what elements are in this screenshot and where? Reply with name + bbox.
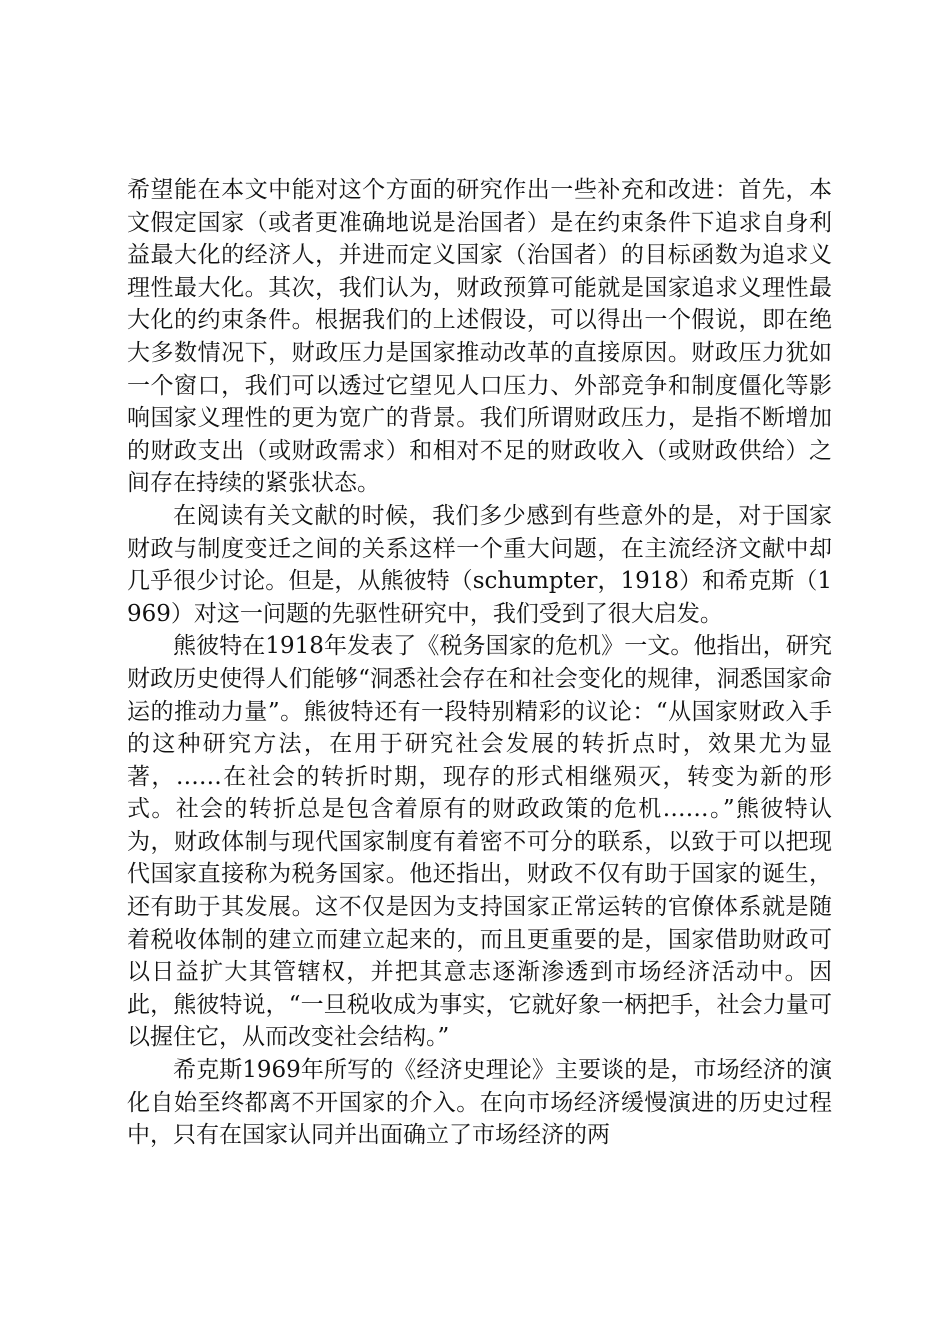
paragraph-4: 希克斯1969年所写的《经济史理论》主要谈的是，市场经济的演化自始至终都离不开国家的介入。在向市场经济缓慢演进的历史过程中，只有在国家认同并出面确立了市场经济的两 <box>127 1057 832 1149</box>
paragraph-1: 希望能在本文中能对这个方面的研究作出一些补充和改进：首先，本文假定国家（或者更准确地说是治国者）是在约束条件下追求自身利益最大化的经济人，并进而定义国家（治国者）的目标函数为追求义理性最大化。其次，我们认为，财政预算可能就是国家追求义理性最大化的约束条件。根据我们的上述假设，可以得出一个假说，即在绝大多数情况下，财政压力是国家推动改革的直接原因。财政压力犹如一个窗口，我们可以透过它望见人口压力、外部竞争和制度僵化等影响国家义理性的更为宽广的背景。我们所谓财政压力，是指不断增加的财政支出（或财政需求）和相对不足的财政收入（或财政供给）之间存在持续的紧张状态。 <box>127 177 832 497</box>
body-text <box>127 174 832 1152</box>
paragraph-2: 在阅读有关文献的时候，我们多少感到有些意外的是，对于国家财政与制度变迁之间的关系这样一个重大问题，在主流经济文献中却几乎很少讨论。但是，从熊彼特（schumpter，1918）和希克斯（1969）对这一问题的先驱性研究中，我们受到了很大启发。 <box>127 502 832 627</box>
paragraph-3: 熊彼特在1918年发表了《税务国家的危机》一文。他指出，研究财政历史使得人们能够“洞悉社会存在和社会变化的规律，洞悉国家命运的推动力量”。熊彼特还有一段特别精彩的议论：“从国家财政入手的这种研究方法，在用于研究社会发展的转折点时，效果尤为显著，……在社会的转折时期，现存的形式相继殒灭，转变为新的形式。社会的转折总是包含着原有的财政政策的危机……。”熊彼特认为，财政体制与现代国家制度有着密不可分的联系，以致于可以把现代国家直接称为税务国家。他还指出，财政不仅有助于国家的诞生，还有助于其发展。这不仅是因为支持国家正常运转的官僚体系就是随着税收体制的建立而建立起来的，而且更重要的是，国家借助财政可以日益扩大其管辖权，并把其意志逐渐渗透到市场经济活动中。因此，熊彼特说，“一旦税收成为事实，它就好象一柄把手，社会力量可以握住它，从而改变社会结构。” <box>127 633 832 1051</box>
